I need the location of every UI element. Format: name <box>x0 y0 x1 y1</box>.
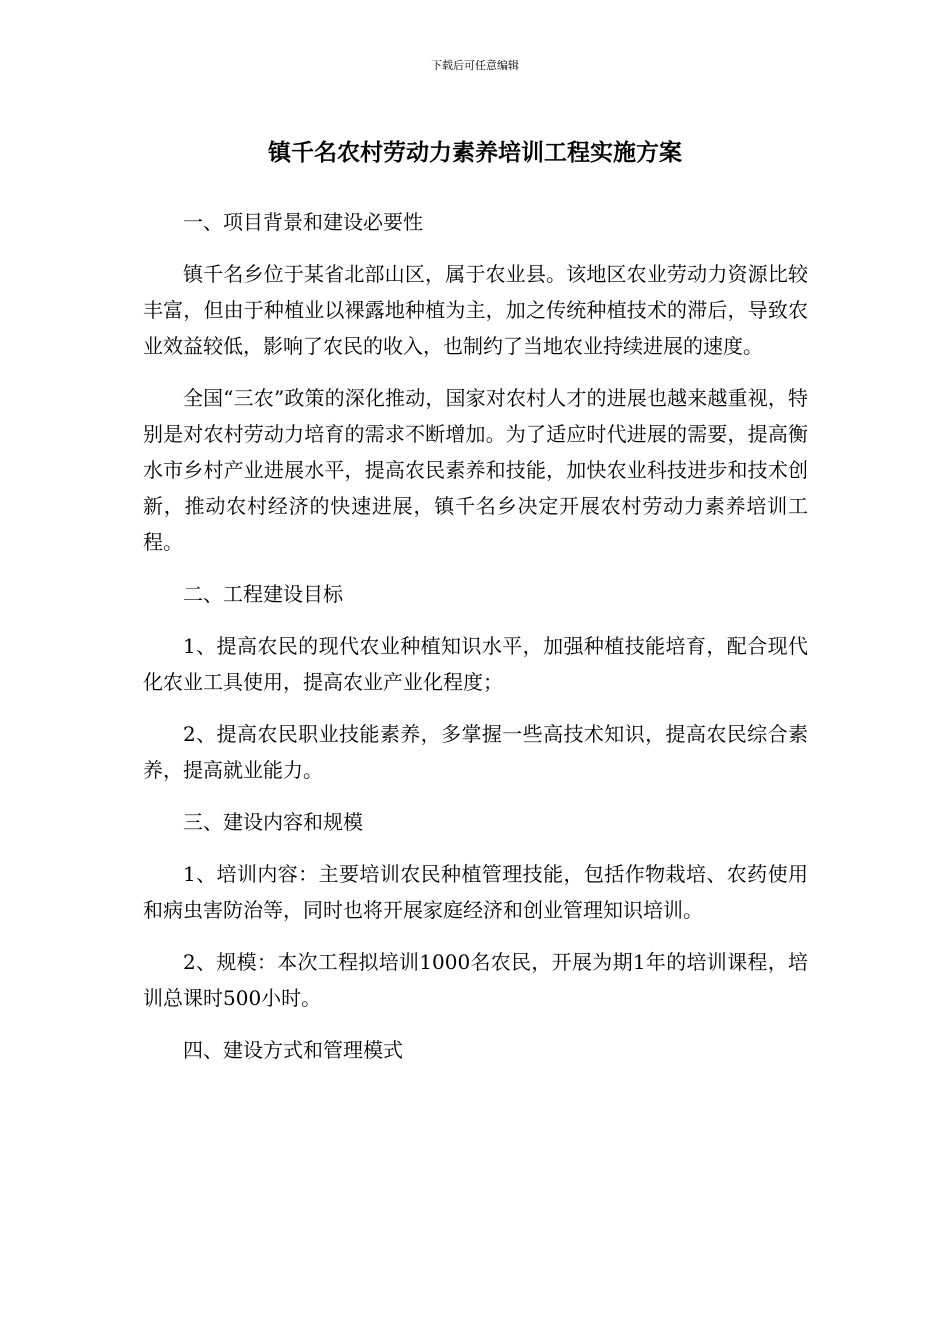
paragraph-goal-2: 2、提高农民职业技能素养，多掌握一些高技术知识，提高农民综合素养，提高就业能力。 <box>143 722 808 782</box>
paragraph-content-1: 1、培训内容：主要培训农民种植管理技能，包括作物栽培、农药使用和病虫害防治等，同时也将开展家庭经济和创业管理知识培训。 <box>143 862 808 922</box>
document-title: 镇千名农村劳动力素养培训工程实施方案 <box>268 140 682 166</box>
section-heading-goals: 二、工程建设目标 <box>183 582 343 606</box>
paragraph-background-1: 镇千名乡位于某省北部山区，属于农业县。该地区农业劳动力资源比较丰富，但由于种植业以裸露地种植为主，加之传统种植技术的滞后，导致农业效益较低，影响了农民的收入，也制约了当地农业持续进展的速度。 <box>143 262 808 358</box>
paragraph-background-2: 全国“三农”政策的深化推动，国家对农村人才的进展也越来越重视，特别是对农村劳动力培育的需求不断增加。为了适应时代进展的需要，提高衡水市乡村产业进展水平，提高农民素养和技能，加快农业科技进步和技术创新，推动农村经济的快速进展，镇千名乡决定开展农村劳动力素养培训工程。 <box>143 386 808 554</box>
paragraph-goal-1: 1、提高农民的现代农业种植知识水平，加强种植技能培育，配合现代化农业工具使用，提高农业产业化程度； <box>143 634 808 694</box>
section-heading-background: 一、项目背景和建设必要性 <box>183 210 423 234</box>
section-heading-content: 三、建设内容和规模 <box>183 810 363 834</box>
header-note: 下载后可任意编辑 <box>431 59 519 72</box>
section-heading-management: 四、建设方式和管理模式 <box>183 1038 403 1062</box>
document-body <box>143 204 808 1084</box>
paragraph-content-2: 2、规模：本次工程拟培训1000名农民，开展为期1年的培训课程，培训总课时500小时。 <box>143 950 808 1010</box>
